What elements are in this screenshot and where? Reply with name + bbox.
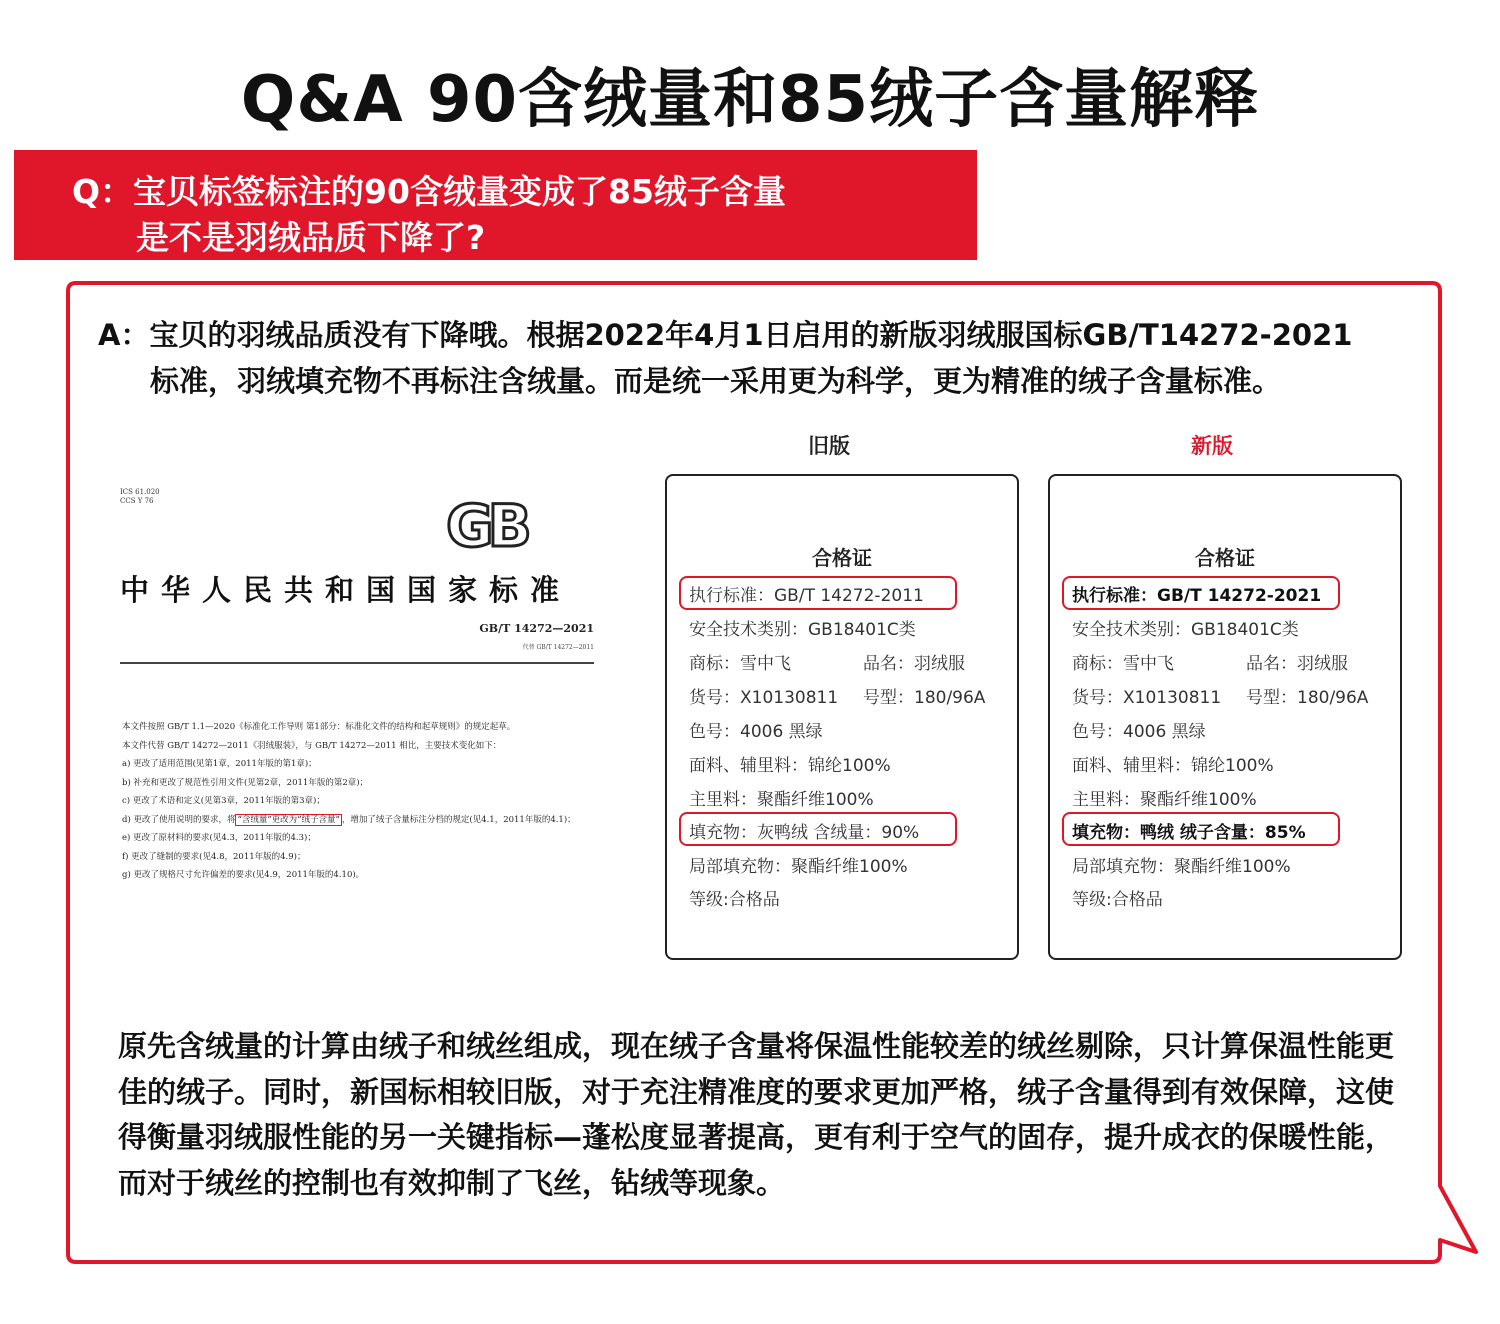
- intro-paragraph-1: 本文件按照 GB/T 1.1—2020《标准化工作导则 第1部分：标准化文件的结构和起草规则》的规定起草。: [122, 722, 516, 732]
- old-certificate-card: [665, 474, 1019, 960]
- explanation-paragraph: 原先含绒量的计算由绒子和绒丝组成，现在绒子含量将保温性能较差的绒丝剔除，只计算保温性能更佳的绒子。同时，新国标相较旧版，对于充注精准度的要求更加严格，绒子含量得到有效保障，这使得衡量羽绒服性能的另一关键指标—蓬松度显著提高，更有利于空气的固存，提升成衣的保暖性能，而对于绒丝的控制也有效抑制了飞丝，钻绒等现象。: [118, 1029, 1395, 1200]
- change-item-c: c) 更改了术语和定义(见第3章，2011年版的第3章)；: [122, 796, 325, 806]
- intro-paragraph-2: 本文件代替 GB/T 14272—2011《羽绒服装》，与 GB/T 14272—2011 相比，主要技术变化如下：: [122, 740, 502, 751]
- new-card-filling: 填充物：鸭绒 绒子含量：85%: [1072, 823, 1306, 843]
- standard-document: [94, 470, 634, 940]
- old-card-standard: 执行标准：GB/T 14272-2011: [689, 586, 924, 606]
- change-item-e: e) 更改了原材料的要求(见4.3，2011年版的4.3)；: [122, 833, 316, 843]
- old-card-partial-filling: 局部填充物：聚酯纤维100%: [689, 857, 908, 877]
- new-card-color: 色号：4006 黑绿: [1072, 722, 1206, 742]
- new-card-title: 合格证: [1195, 546, 1255, 570]
- header-rule: [120, 662, 594, 664]
- answer-line-1: A：宝贝的羽绒品质没有下降哦。根据2022年4月1日启用的新版羽绒服国标GB/T14272-2021: [98, 318, 1353, 352]
- new-version-label: 新版: [1191, 434, 1233, 458]
- old-card-size: 号型：180/96A: [863, 688, 986, 708]
- old-card-lining: 主里料：聚酯纤维100%: [689, 790, 874, 810]
- old-card-sku: 货号：X10130811: [689, 688, 839, 708]
- change-item-d-highlight: “含绒量”更改为“绒子含量”: [237, 814, 340, 825]
- new-card-fabric: 面料、辅里料：锦纶100%: [1072, 756, 1274, 776]
- change-item-a: a) 更改了适用范围(见第1章，2011年版的第1章)；: [122, 759, 317, 769]
- old-card-fabric: 面料、辅里料：锦纶100%: [689, 756, 891, 776]
- new-card-product: 品名：羽绒服: [1246, 654, 1348, 674]
- answer-text: [98, 312, 1418, 404]
- old-card-safety: 安全技术类别：GB18401C类: [689, 620, 916, 640]
- old-card-brand: 商标：雪中飞: [689, 654, 791, 674]
- change-item-d-suffix: ，增加了绒子含量标注分档的规定(见4.1，2011年版的4.1)；: [341, 814, 576, 825]
- old-card-title: 合格证: [812, 546, 872, 570]
- change-item-d: [100, 811, 620, 830]
- ics-code: [120, 488, 160, 506]
- new-certificate-card: [1048, 474, 1402, 960]
- document-body: [100, 718, 620, 885]
- standard-code: GB/T 14272—2021: [479, 622, 594, 635]
- national-standard-name: 中华人民共和国国家标准: [120, 573, 572, 607]
- gb-logo: GB: [446, 492, 526, 560]
- new-card-brand: 商标：雪中飞: [1072, 654, 1174, 674]
- change-item-b: b) 补充和更改了规范性引用文件(见第2章，2011年版的第2章)；: [122, 777, 369, 788]
- page-title: Q&A 90含绒量和85绒子含量解释: [240, 63, 1260, 137]
- change-item-d-prefix: d) 更改了使用说明的要求，将: [122, 814, 236, 825]
- old-version-label: 旧版: [808, 434, 850, 458]
- new-card-grade: 等级:合格品: [1072, 890, 1163, 910]
- new-card-lining: 主里料：聚酯纤维100%: [1072, 790, 1257, 810]
- new-card-standard: 执行标准：GB/T 14272-2021: [1072, 586, 1322, 606]
- old-card-product: 品名：羽绒服: [863, 654, 965, 674]
- question-line-1: Q：宝贝标签标注的90含绒量变成了85绒子含量: [72, 172, 786, 211]
- ccs-line: CCS Y 76: [120, 497, 154, 505]
- new-card-partial-filling: 局部填充物：聚酯纤维100%: [1072, 857, 1291, 877]
- old-card-filling: 填充物：灰鸭绒 含绒量：90%: [689, 823, 920, 843]
- replaces-code: 代替 GB/T 14272—2011: [522, 644, 594, 651]
- answer-line-2: 标准，羽绒填充物不再标注含绒量。而是统一采用更为科学，更为精准的绒子含量标准。: [150, 364, 1282, 398]
- old-card-grade: 等级:合格品: [689, 890, 780, 910]
- new-card-safety: 安全技术类别：GB18401C类: [1072, 620, 1299, 640]
- change-item-f: f) 更改了缝制的要求(见4.8，2011年版的4.9)；: [122, 851, 306, 862]
- old-card-color: 色号：4006 黑绿: [689, 722, 823, 742]
- ics-line: ICS 61.020: [120, 488, 160, 496]
- change-item-g: g) 更改了规格尺寸允许偏差的要求(见4.9，2011年版的4.10)。: [122, 870, 365, 880]
- new-card-sku: 货号：X10130811: [1072, 688, 1222, 708]
- new-card-size: 号型：180/96A: [1246, 688, 1369, 708]
- question-line-2: 是不是羽绒品质下降了?: [136, 218, 486, 257]
